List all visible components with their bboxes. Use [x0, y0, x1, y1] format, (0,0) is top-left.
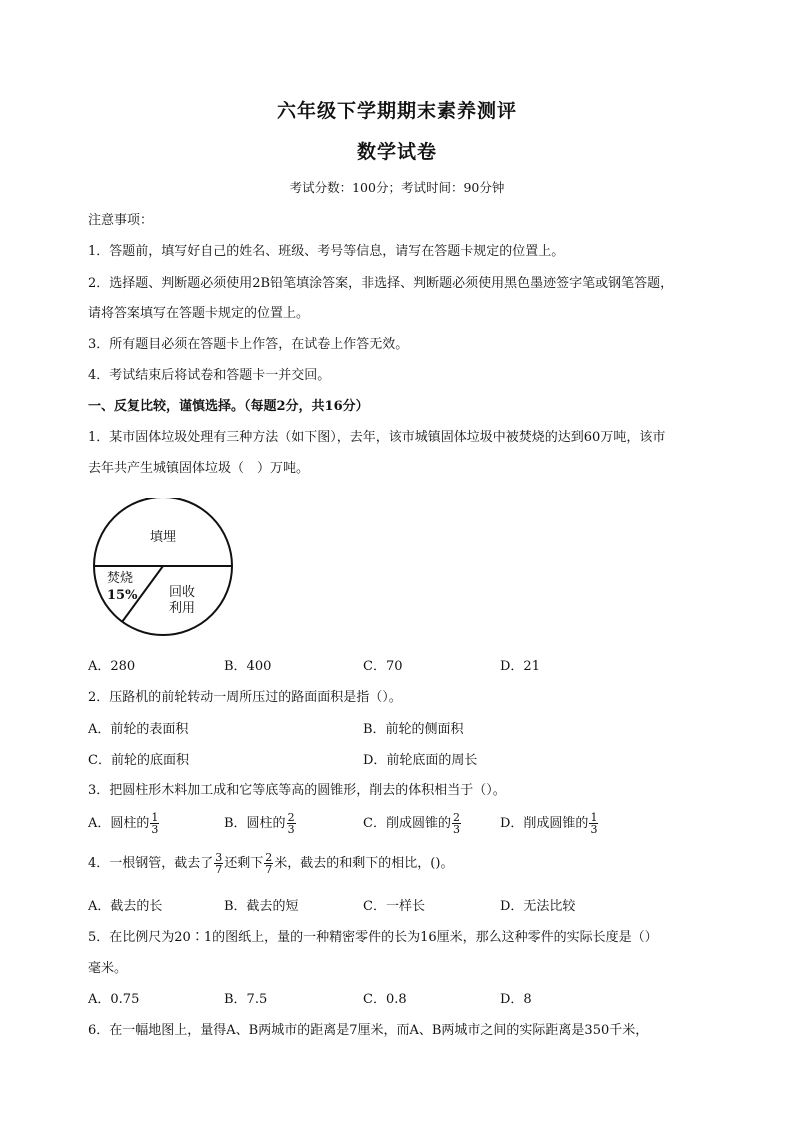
q5-option-a: A．0.75 — [88, 992, 140, 1007]
pie-value-incineration: 15% — [107, 588, 138, 603]
fraction-numerator: 3 — [215, 851, 223, 864]
fraction-denominator: 3 — [287, 823, 295, 836]
pie-label-recycle-1: 回收 — [169, 585, 196, 600]
fraction — [264, 852, 273, 875]
fraction — [589, 812, 598, 835]
fraction-numerator: 1 — [151, 811, 159, 824]
q2-option-b: B．前轮的侧面积 — [363, 722, 464, 737]
note-item: 4．考试结束后将试卷和答题卡一并交回。 — [88, 368, 331, 383]
q4-text-3: 米，截去的和剩下的相比，()。 — [274, 856, 454, 871]
q5-option-c: C．0.8 — [363, 992, 407, 1007]
q4-option-a: A．截去的长 — [88, 899, 163, 914]
fraction-denominator: 3 — [590, 823, 598, 836]
q3-option-b — [224, 812, 297, 835]
q4-option-c: C．一样长 — [363, 899, 425, 914]
note-item: 请将答案填写在答题卡规定的位置上。 — [88, 306, 310, 321]
question-5-line-1: 5．在比例尺为20∶1的图纸上，量的一种精密零件的长为16厘米，那么这种零件的实际长度是（） — [88, 930, 658, 945]
page-subtitle: 数学试卷 — [356, 141, 437, 163]
note-item: 1．答题前，填写好自己的姓名、班级、考号等信息，请写在答题卡规定的位置上。 — [88, 244, 565, 259]
note-item: 3．所有题目必须在答题卡上作答，在试卷上作答无效。 — [88, 337, 409, 352]
q4-text-1: 4．一根钢管，截去了 — [88, 856, 214, 871]
fraction-denominator: 7 — [265, 863, 273, 876]
question-2-stem: 2．压路机的前轮转动一周所压过的路面面积是指（）。 — [88, 690, 402, 705]
pie-label-recycle-2: 利用 — [169, 601, 196, 616]
q3-option-a-text: A．圆柱的 — [88, 816, 150, 831]
q2-option-d: D．前轮底面的周长 — [363, 753, 478, 768]
fraction — [214, 852, 223, 875]
q3-option-c — [363, 812, 462, 835]
q1-option-d: D．21 — [500, 659, 540, 674]
section-heading: 一、反复比较，谨慎选择。（每题2分，共16分） — [88, 399, 369, 414]
question-1-line-2: 去年共产生城镇固体垃圾（ ）万吨。 — [88, 461, 310, 476]
q3-option-d-text: D．削成圆锥的 — [500, 816, 589, 831]
question-4-stem — [88, 852, 453, 875]
question-1-line-1: 1．某市固体垃圾处理有三种方法（如下图），去年，该市城镇固体垃圾中被焚烧的达到60万吨，该市 — [88, 430, 666, 445]
q2-option-a: A．前轮的表面积 — [88, 722, 189, 737]
q1-option-c: C．70 — [363, 659, 403, 674]
pie-chart — [90, 498, 240, 638]
q5-option-d: D．8 — [500, 992, 532, 1007]
q4-text-2: 还剩下 — [224, 856, 264, 871]
fraction — [150, 812, 159, 835]
fraction-numerator: 2 — [265, 851, 273, 864]
fraction-denominator: 3 — [151, 823, 159, 836]
q3-option-d — [500, 812, 599, 835]
fraction-denominator: 3 — [452, 823, 460, 836]
pie-label-incineration: 焚烧 — [107, 571, 134, 586]
q5-option-b: B．7.5 — [224, 992, 268, 1007]
q4-option-d: D．无法比较 — [500, 899, 576, 914]
question-5-line-2: 毫米。 — [88, 961, 128, 976]
fraction-denominator: 7 — [215, 863, 223, 876]
exam-info: 考试分数：100分；考试时间：90分钟 — [289, 180, 505, 195]
q1-option-b: B．400 — [224, 659, 272, 674]
notes-heading: 注意事项： — [88, 213, 154, 228]
fraction-numerator: 1 — [590, 811, 598, 824]
fraction — [287, 812, 296, 835]
q3-option-a — [88, 812, 160, 835]
q1-option-a: A．280 — [88, 659, 136, 674]
fraction — [452, 812, 461, 835]
fraction-numerator: 2 — [452, 811, 460, 824]
question-3-stem: 3．把圆柱形木料加工成和它等底等高的圆锥形，削去的体积相当于（）。 — [88, 783, 506, 798]
q3-option-c-text: C．削成圆锥的 — [363, 816, 451, 831]
q4-option-b: B．截去的短 — [224, 899, 299, 914]
q3-option-b-text: B．圆柱的 — [224, 816, 286, 831]
q2-option-c: C．前轮的底面积 — [88, 753, 189, 768]
page-title: 六年级下学期期末素养测评 — [276, 100, 517, 122]
note-item: 2．选择题、判断题必须使用2B铅笔填涂答案，非选择、判断题必须使用黑色墨迹签字笔或钢笔答题， — [88, 276, 674, 291]
fraction-numerator: 2 — [287, 811, 295, 824]
pie-label-landfill: 填埋 — [150, 530, 177, 545]
question-6-line-1: 6．在一幅地图上，量得A、B两城市的距离是7厘米，而A、B两城市之间的实际距离是350千米， — [88, 1023, 649, 1038]
